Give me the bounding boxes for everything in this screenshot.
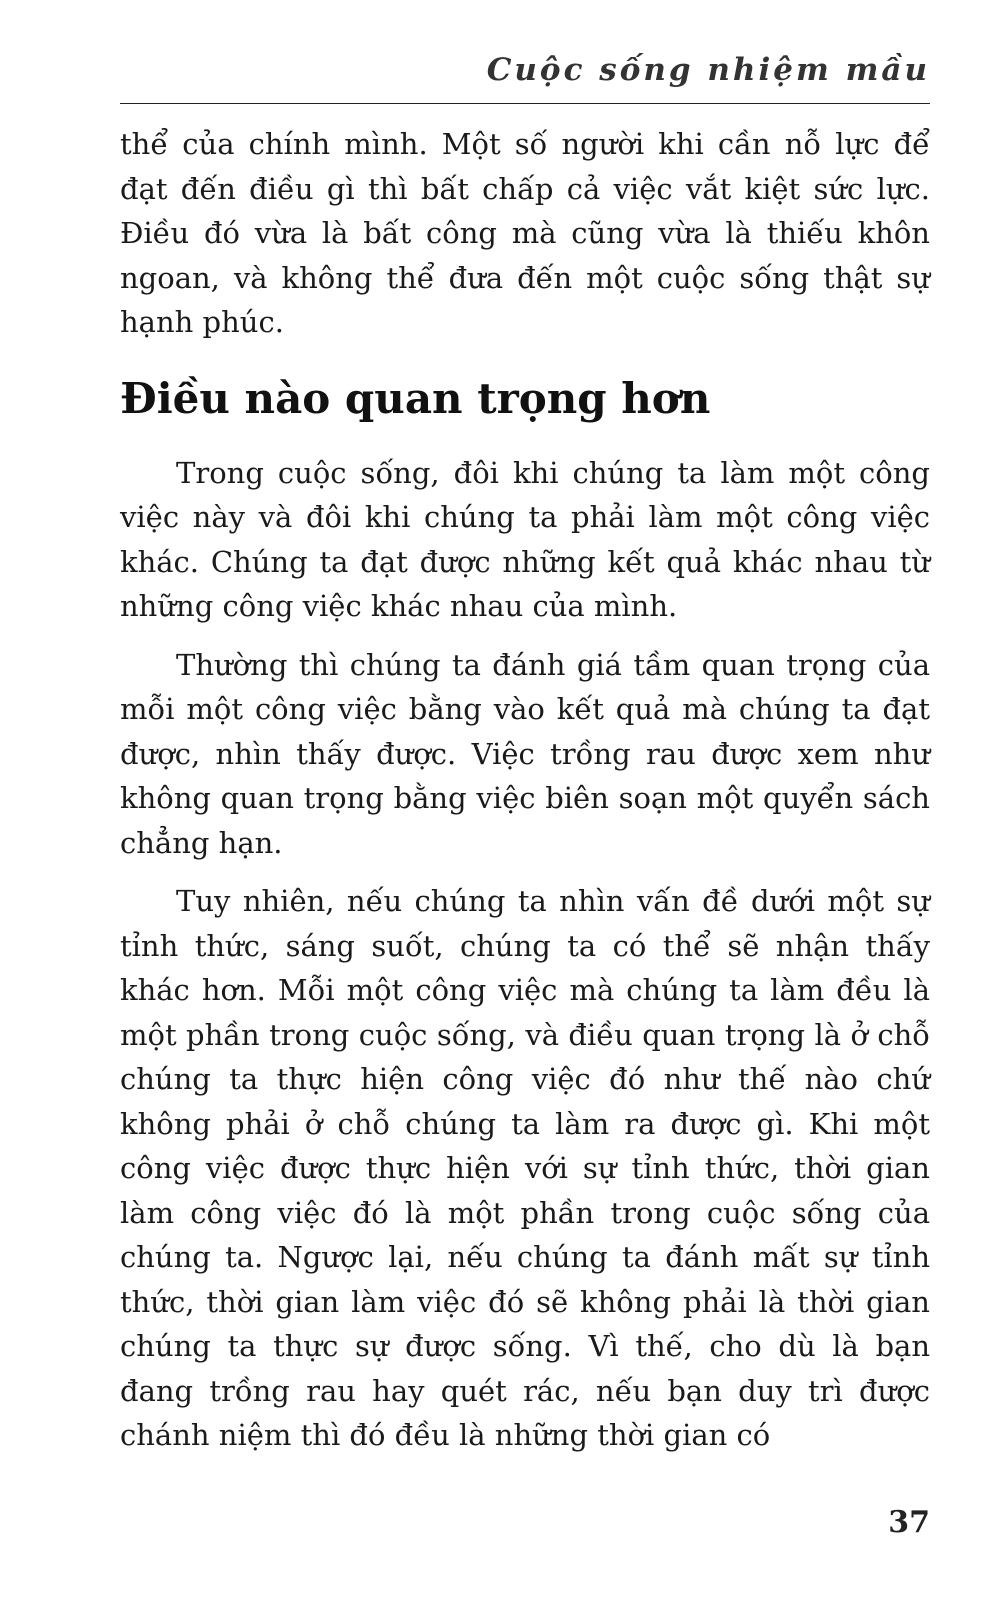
page-number: 37 [888,1505,930,1540]
body-paragraph: Thường thì chúng ta đánh giá tầm quan trọng của mỗi một công việc bằng vào kết quả mà chúng ta đạt được, nhìn thấy được. Việc trồng rau được xem như không quan trọng bằng việc biên soạn một quyển sách chẳng hạn. [120,647,930,860]
page-body [120,122,930,1458]
body-paragraph: Trong cuộc sống, đôi khi chúng ta làm một công việc này và đôi khi chúng ta phải làm một công việc khác. Chúng ta đạt được những kết quả khác nhau từ những công việc khác nhau của mình. [120,455,930,623]
header-divider [120,103,930,104]
continued-paragraph: thể của chính mình. Một số người khi cần nỗ lực để đạt đến điều gì thì bất chấp cả việc vắt kiệt sức lực. Điều đó vừa là bất công mà cũng vừa là thiếu khôn ngoan, và không thể đưa đến một cuộc sống thật sự hạnh phúc. [120,127,930,339]
book-page [120,0,930,1600]
body-paragraph: Tuy nhiên, nếu chúng ta nhìn vấn đề dưới một sự tỉnh thức, sáng suốt, chúng ta có thể sẽ nhận thấy khác hơn. Mỗi một công việc mà chúng ta làm đều là một phần trong cuộc sống, và điều quan trọng là ở chỗ chúng ta thực hiện công việc đó như thế nào chứ không phải ở chỗ chúng ta làm ra được gì. Khi một công việc được thực hiện với sự tỉnh thức, thời gian làm công việc đó là một phần trong cuộc sống của chúng ta. Ngược lại, nếu chúng ta đánh mất sự tỉnh thức, thời gian làm việc đó sẽ không phải là thời gian chúng ta thực sự được sống. Vì thế, cho dù là bạn đang trồng rau hay quét rác, nếu bạn duy trì được chánh niệm thì đó đều là những thời gian có [120,884,930,1452]
running-header: Cuộc sống nhiệm mầu [486,52,930,88]
section-title: Điều nào quan trọng hơn [120,373,711,423]
